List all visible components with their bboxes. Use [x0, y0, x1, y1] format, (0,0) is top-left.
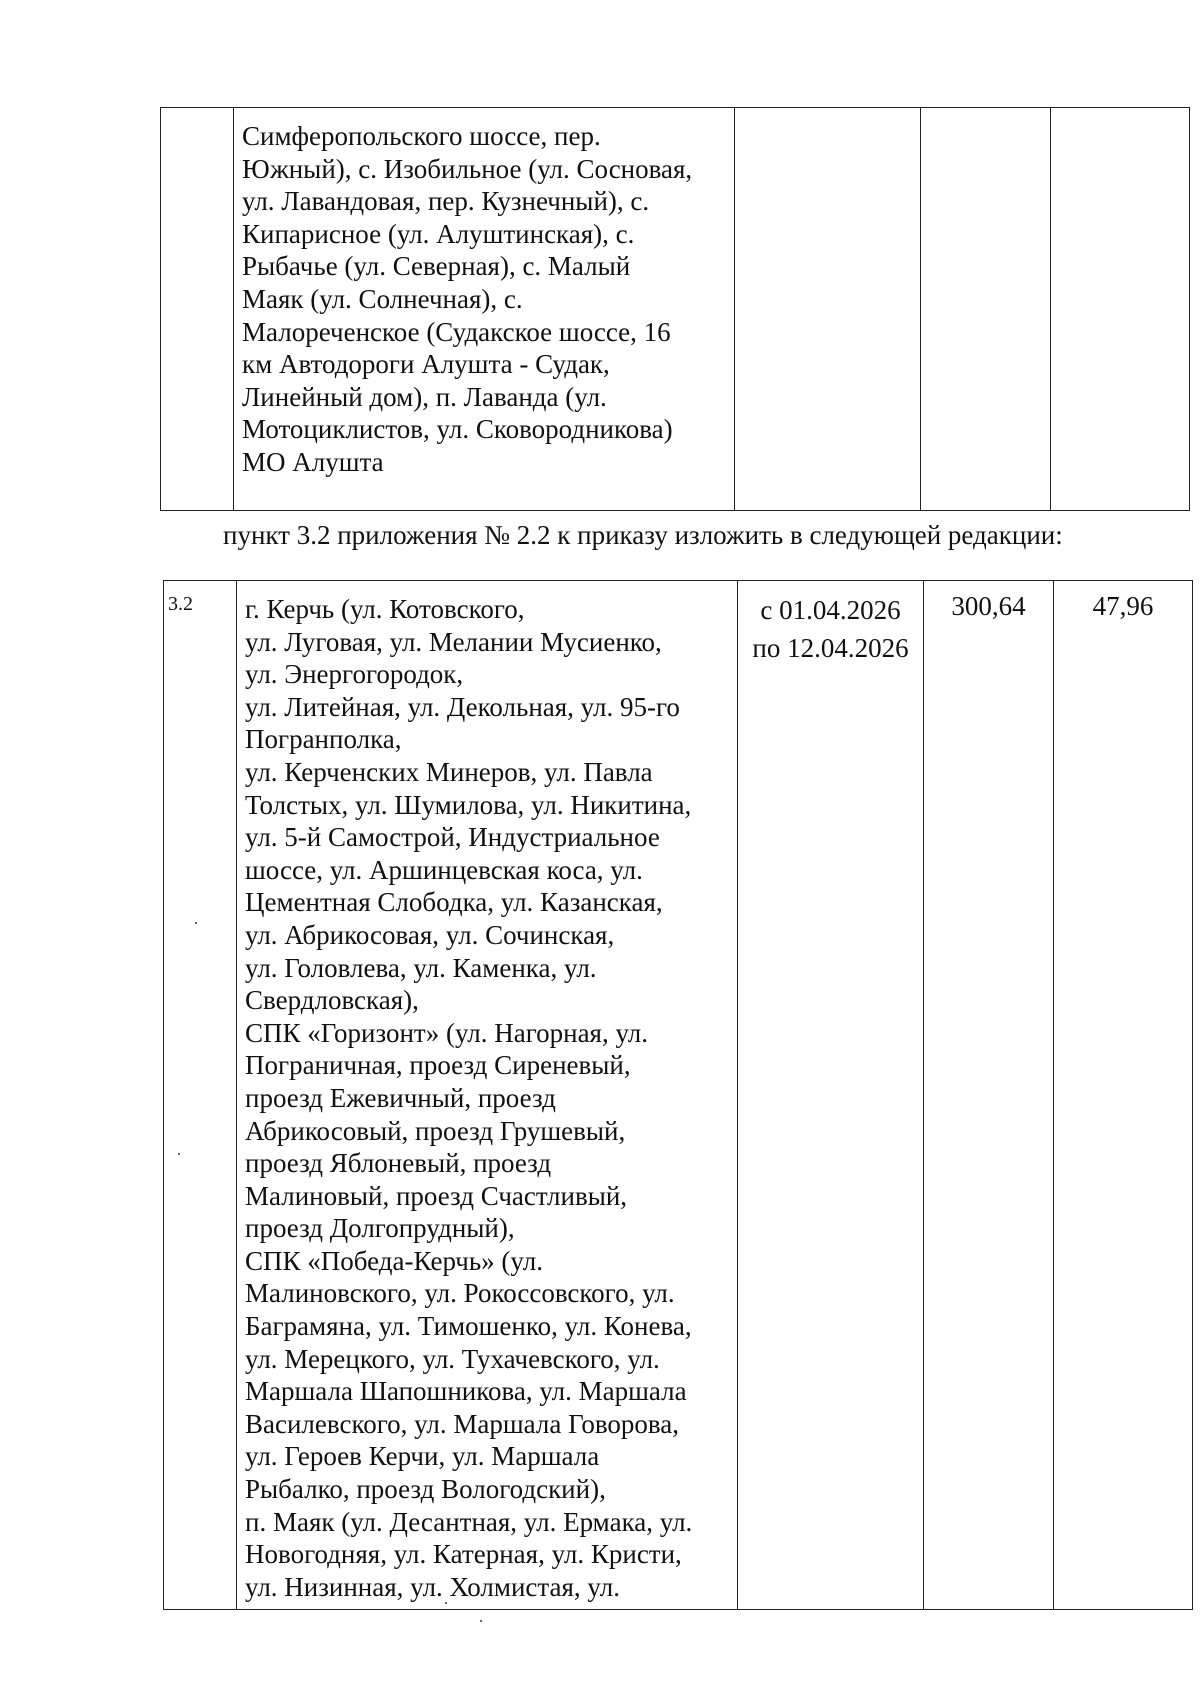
address-line: Толстых, ул. Шумилова, ул. Никитина, [245, 789, 692, 820]
address-line: Цементная Слободка, ул. Казанская, [245, 887, 663, 918]
amendment-note: пункт 3.2 приложения № 2.2 к приказу изложить в следующей редакции: [223, 520, 1063, 550]
address-line: ул. 5-й Самострой, Индустриальное [245, 822, 660, 853]
address-line: Мотоциклистов, ул. Сковородникова) [242, 414, 673, 445]
address-line: Погранполка, [245, 724, 402, 755]
value1-cell [921, 108, 1051, 511]
address-line: Новогодняя, ул. Катерная, ул. Кристи, [245, 1539, 682, 1570]
address-line: Маяк (ул. Солнечная), с. [242, 283, 523, 314]
address-line: СПК «Горизонт» (ул. Нагорная, ул. [245, 1017, 649, 1048]
address-line: ул. Керченских Минеров, ул. Павла [245, 756, 653, 787]
address-line: Малиновского, ул. Рокоссовского, ул. [245, 1278, 675, 1309]
period-to: по 12.04.2026 [752, 633, 909, 663]
address-line: Рыбачье (ул. Северная), с. Малый [242, 251, 631, 282]
address-line: ул. Энергогородок, [245, 659, 464, 690]
address-line: км Автодороги Алушта - Судак, [242, 349, 610, 380]
address-line: ул. Низинная, ул. Холмистая, ул. [245, 1571, 620, 1602]
address-line: Рыбалко, проезд Вологодский), [245, 1474, 606, 1505]
address-line: ул. Мерецкого, ул. Тухачевского, ул. [245, 1343, 660, 1374]
value2-cell: 47,96 [1054, 581, 1193, 1610]
address-line: Малореченское (Судакское шоссе, 16 [242, 316, 671, 347]
address-line: Симферопольского шоссе, пер. [242, 121, 601, 151]
value2-cell [1051, 108, 1190, 511]
address-line: проезд Ежевичный, проезд [245, 1082, 556, 1113]
period-cell [735, 108, 921, 511]
address-line: Абрикосовый, проезд Грушевый, [245, 1115, 626, 1146]
address-line: Маршала Шапошникова, ул. Маршала [245, 1376, 687, 1407]
table-row [161, 108, 1190, 511]
table-row [164, 581, 1193, 1610]
address-lines [242, 120, 730, 479]
amended-table [163, 580, 1193, 1610]
address-line: СПК «Победа-Керчь» (ул. [245, 1245, 543, 1276]
value1-cell: 300,64 [924, 581, 1054, 1610]
row-number-cell [161, 108, 234, 511]
address-line: Линейный дом), п. Лаванда (ул. [242, 381, 607, 412]
address-line: проезд Яблоневый, проезд [245, 1148, 552, 1179]
address-line: шоссе, ул. Аршинцевская коса, ул. [245, 854, 643, 885]
scan-speck [178, 1153, 180, 1155]
address-line: Баграмяна, ул. Тимошенко, ул. Конева, [245, 1311, 692, 1342]
address-line: ул. Литейная, ул. Декольная, ул. 95-го [245, 691, 680, 722]
address-line: ул. Головлева, ул. Каменка, ул. [245, 952, 597, 983]
address-line: ул. Героев Керчи, ул. Маршала [245, 1441, 600, 1472]
scan-speck [445, 1602, 447, 1604]
scan-speck [195, 922, 197, 924]
address-line: ул. Лавандовая, пер. Кузнечный), с. [242, 186, 650, 217]
row-number-cell: 3.2 [164, 581, 237, 1610]
address-cell [234, 108, 735, 511]
address-line: Свердловская), [245, 985, 419, 1016]
address-line: Василевского, ул. Маршала Говорова, [245, 1408, 680, 1439]
address-line: Южный), с. Изобильное (ул. Сосновая, [242, 153, 693, 184]
address-line: проезд Долгопрудный), [245, 1213, 515, 1244]
period-from: с 01.04.2026 [760, 595, 901, 625]
period-cell [738, 581, 924, 1610]
address-line: п. Маяк (ул. Десантная, ул. Ермака, ул. [245, 1506, 693, 1537]
address-line: Пограничная, проезд Сиреневый, [245, 1050, 631, 1081]
address-line: МО Алушта [242, 446, 384, 477]
address-line: ул. Абрикосовая, ул. Сочинская, [245, 919, 615, 950]
address-lines [245, 593, 733, 1603]
address-line: Малиновый, проезд Счастливый, [245, 1180, 628, 1211]
previous-table [160, 107, 1190, 511]
address-line: Кипарисное (ул. Алуштинская), с. [242, 218, 635, 249]
address-line: г. Керчь (ул. Котовского, [245, 594, 525, 624]
address-line: ул. Луговая, ул. Мелании Мусиенко, [245, 626, 662, 657]
scan-speck [480, 1620, 482, 1622]
address-cell [237, 581, 738, 1610]
